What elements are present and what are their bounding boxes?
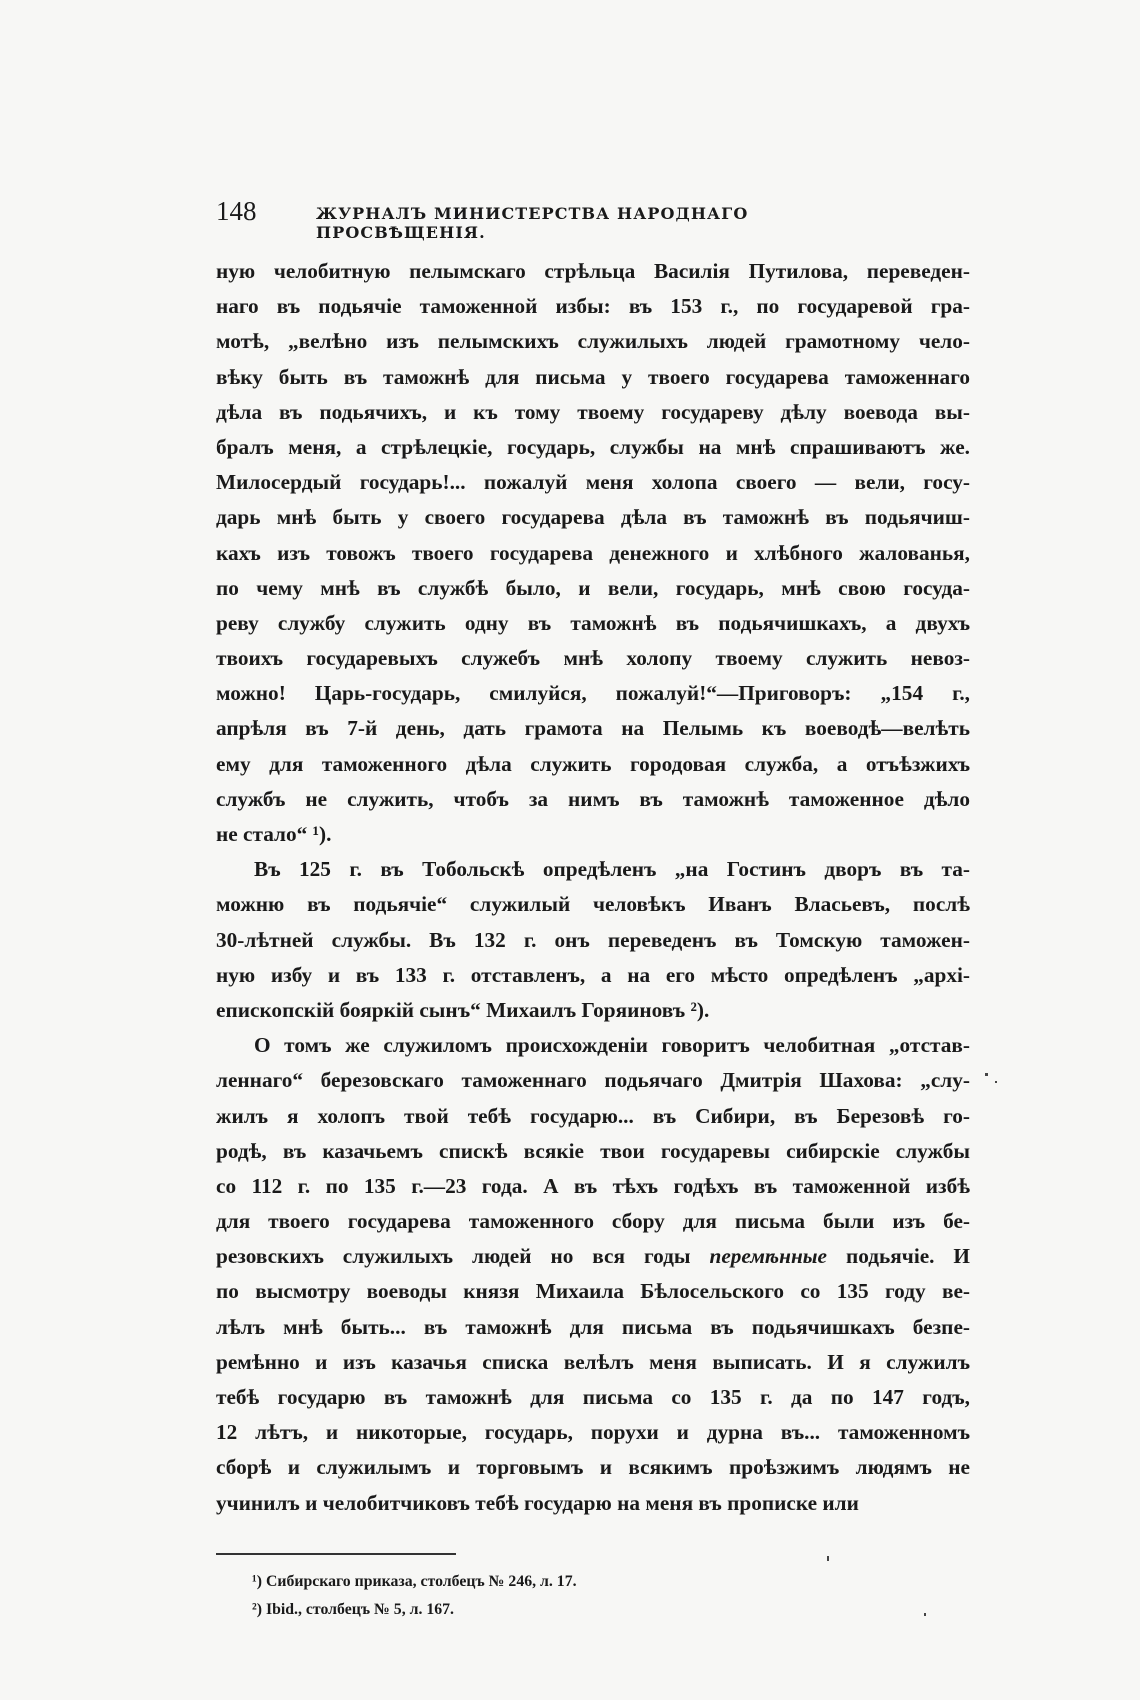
- text-line: со 112 г. по 135 г.—23 года. А въ тѣхъ годѣхъ въ таможенной избѣ: [216, 1173, 970, 1198]
- text-line: сборѣ и служилымъ и торговымъ и всякимъ проѣзжимъ людямъ не: [216, 1455, 970, 1480]
- running-title: ЖУРНАЛЪ МИНИСТЕРСТВА НАРОДНАГО ПРОСВѢЩЕНІЯ.: [316, 204, 749, 242]
- text-line: ную избу и въ 133 г. отставленъ, а на его мѣсто опредѣленъ „архі-: [216, 962, 970, 987]
- text-line: тебѣ государю въ таможнѣ для письма со 135 г. да по 147 годъ,: [216, 1385, 970, 1409]
- text-line: службъ не служить, чтобъ за нимъ въ таможнѣ таможенное дѣло: [216, 786, 970, 811]
- footnote-rule: [216, 1553, 456, 1555]
- text-line: леннаго“ березовскаго таможеннаго подьячаго Дмитрія Шахова: „слу-: [216, 1068, 970, 1093]
- text-line: реву службу служить одну въ таможнѣ въ подьячишкахъ, а двухъ: [216, 610, 970, 635]
- text-line: по высмотру воеводы князя Михаила Бѣлосельского со 135 году ве-: [216, 1279, 970, 1304]
- body-text: [216, 254, 970, 1521]
- text-line: ную челобитную пелымскаго стрѣльца Василія Путилова, переведен-: [216, 259, 970, 283]
- text-line: ему для таможенного дѣла служить городовая служба, а отъѣзжихъ: [216, 751, 970, 776]
- text-line: 12 лѣтъ, и никоторые, государь, порухи и дурна въ... таможенномъ: [216, 1420, 970, 1445]
- text-line: апрѣля въ 7-й день, дать грамота на Пелымь къ воеводѣ—велѣть: [216, 716, 970, 741]
- text-line: не стало“ ¹).: [216, 822, 332, 846]
- text-line: наго въ подьячіе таможенной избы: въ 153 г., по государевой гра-: [216, 294, 970, 319]
- text-line: Въ 125 г. въ Тобольскѣ опредѣленъ „на Гостинъ дворъ въ та-: [254, 857, 970, 882]
- text-line: резовскихъ служилыхъ людей но вся годы перемѣнные подьячіе. И: [216, 1244, 970, 1269]
- scan-speck: [924, 1613, 926, 1616]
- scan-speck: [995, 1081, 997, 1083]
- text-line: можню въ подьячіе“ служилый человѣкъ Иванъ Власьевъ, послѣ: [216, 892, 970, 917]
- text-line: Милосердый государь!... пожалуй меня холопа своего — вели, госу-: [216, 470, 970, 495]
- text-line: родѣ, въ казачьемъ спискѣ всякіе твои государевы сибирскіе службы: [216, 1138, 970, 1163]
- page-header: [216, 196, 916, 242]
- text-line: О томъ же служиломъ происхожденіи говоритъ челобитная „отстав-: [254, 1033, 970, 1058]
- text-line: учинилъ и челобитчиковъ тебѣ государю на меня въ прописке или: [216, 1490, 859, 1515]
- text-line: мотѣ, „велѣно изъ пелымскихъ служилыхъ людей грамотному чело-: [216, 329, 970, 354]
- text-line: жилъ я холопъ твой тебѣ государю... въ Сибири, въ Березовѣ го-: [216, 1103, 970, 1128]
- footnote-1: ¹) Сибирскаго приказа, столбецъ № 246, л. 17.: [252, 1573, 577, 1590]
- text-line: можно! Царь-государь, смилуйся, пожалуй!“—Приговоръ: „154 г.,: [216, 681, 970, 706]
- italic-word: перемѣнные: [709, 1244, 828, 1269]
- text-line: дѣла въ подьячихъ, и къ тому твоему государеву дѣлу воевода вы-: [216, 399, 970, 424]
- text-line: лѣлъ мнѣ быть... въ таможнѣ для письма въ подьячишкахъ безпе-: [216, 1314, 970, 1339]
- text-line: твоихъ государевыхъ служебъ мнѣ холопу твоему служить невоз-: [216, 646, 970, 671]
- text-line: ремѣнно и изъ казачья списка велѣлъ меня выписать. И я служилъ: [216, 1349, 970, 1374]
- text-line: для твоего государева таможенного сбору для письма были изъ бе-: [216, 1209, 970, 1234]
- footnotes: [252, 1568, 872, 1624]
- text-line: 30-лѣтней службы. Въ 132 г. онъ переведенъ въ Томскую таможен-: [216, 927, 970, 952]
- text-line: кахъ изъ товожъ твоего государева денежного и хлѣбного жалованья,: [216, 540, 970, 565]
- text-line: дарь мнѣ быть у своего государева дѣла въ таможнѣ въ подьячиш-: [216, 505, 970, 530]
- page-number: 148: [216, 196, 257, 226]
- text-line: епископскій бояркій сынъ“ Михаилъ Горяиновъ ²).: [216, 997, 710, 1022]
- text-line: вѣку быть въ таможнѣ для письма у твоего государева таможеннаго: [216, 364, 970, 389]
- scan-speck: [985, 1073, 988, 1076]
- footnote-2: ²) Ibid., столбецъ № 5, л. 167.: [252, 1601, 455, 1618]
- text-line: по чему мнѣ въ службѣ было, и вели, государь, мнѣ свою госуда-: [216, 575, 970, 600]
- text-line: бралъ меня, а стрѣлецкіе, государь, службы на мнѣ спрашиваютъ же.: [216, 434, 970, 459]
- scan-speck: [827, 1556, 829, 1561]
